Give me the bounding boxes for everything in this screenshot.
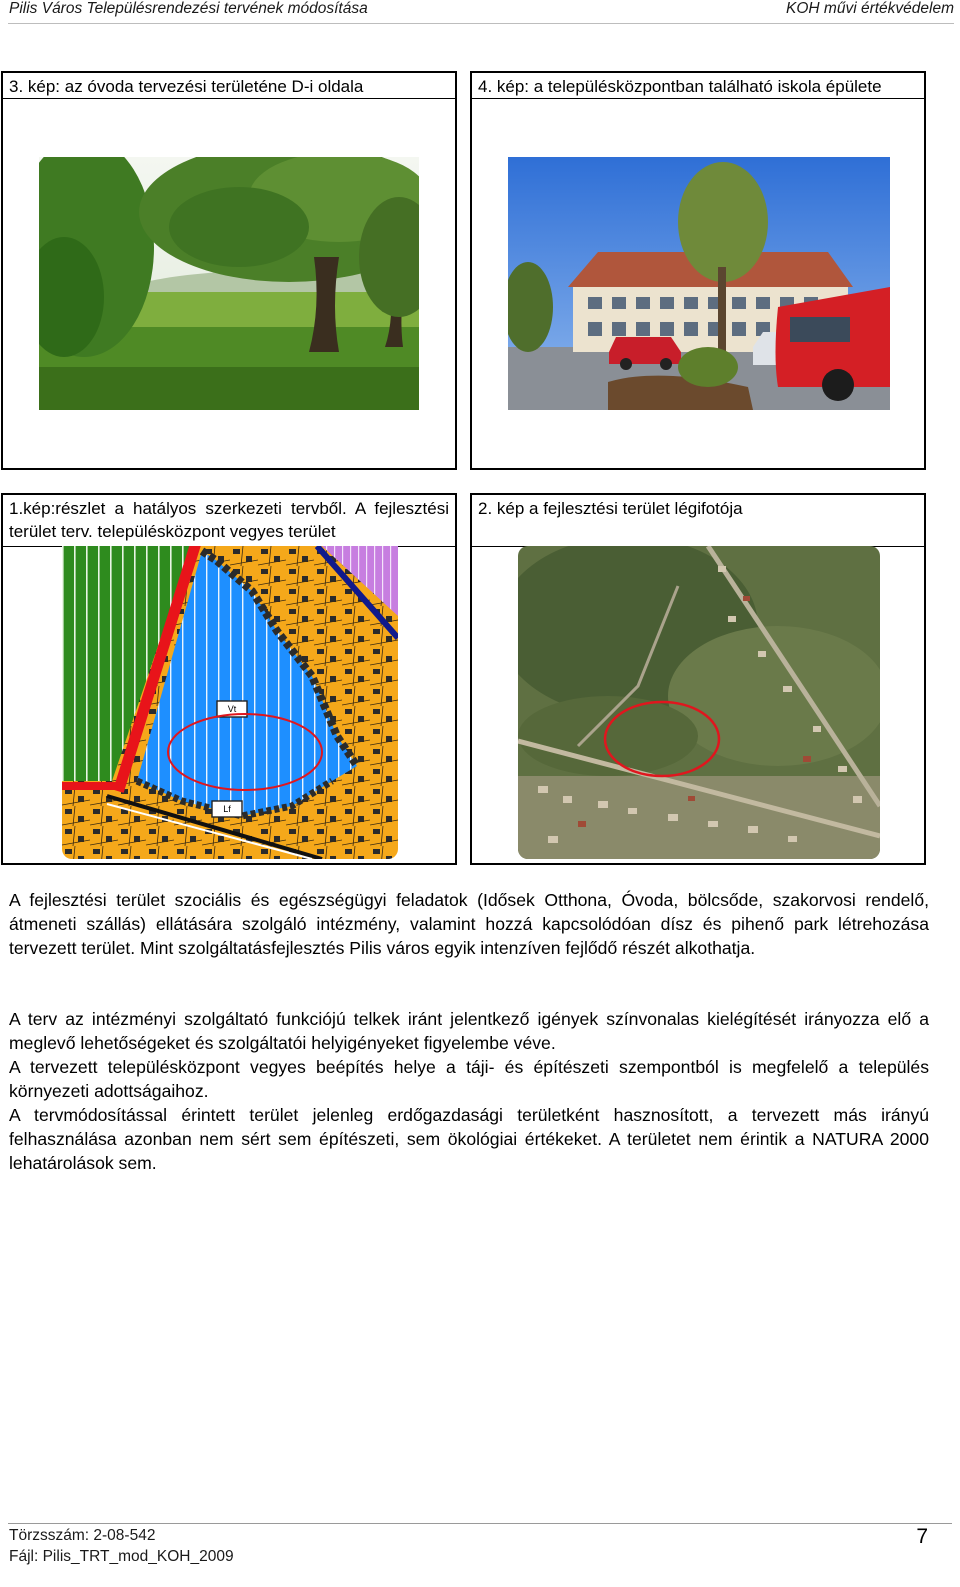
figure-3-photo-park <box>39 157 419 410</box>
paragraph-1: A fejlesztési terület szociális és egészségügyi feladatok (Idősek Otthona, Óvoda, bölcsőde, szakorvosi rendelő, átmeneti szállás) ellátására szolgáló intézmény, valamint hozzá kapcsolódóan dísz és pihenő park létrehozása tervezett terület. Mint szolgáltatásfejlesztés Pilis város egyik intenzíven fejlődő részét alkothatja. <box>9 890 929 958</box>
footer-registration-number: Törzsszám: 2-08-542 <box>9 1527 156 1544</box>
header-divider <box>8 23 954 24</box>
figure-2-panel <box>470 493 926 865</box>
footer-divider <box>8 1523 952 1524</box>
header-document-title: Pilis Város Településrendezési tervének módosítása <box>9 0 368 17</box>
map-label-vt: Vt <box>227 704 237 714</box>
map-label-lf: Lf <box>223 804 231 814</box>
figure-4-caption: 4. kép: a településközpontban található iskola épülete <box>472 73 924 99</box>
figure-3-caption: 3. kép: az óvoda tervezési területéne D-i oldala <box>3 73 455 99</box>
footer-file-name: Fájl: Pilis_TRT_mod_KOH_2009 <box>9 1548 234 1565</box>
figure-4-panel <box>470 71 926 470</box>
figure-1-caption: 1.kép:részlet a hatályos szerkezeti tervből. A fejlesztési terület terv. településközpont vegyes terület <box>3 495 455 547</box>
figure-4-photo-school <box>508 157 890 410</box>
paragraph-4: A tervmódosítással érintett terület jelenleg erdőgazdasági területként hasznosított, a tervezett más irányú felhasználása azonban nem sért sem építészeti, sem ökológiai értékeket. A területet nem érintik a NATURA 2000 lehatárolások sem. <box>9 1105 929 1173</box>
figure-3-panel <box>1 71 457 470</box>
header-section-title: KOH művi értékvédelem <box>786 0 954 17</box>
paragraph-3: A tervezett településközpont vegyes beépítés helye a táji- és építészeti szempontból is megfelelő a település környezeti adottságaihoz. <box>9 1057 929 1101</box>
page-number: 7 <box>916 1525 928 1548</box>
figure-2-caption: 2. kép a fejlesztési terület légifotója <box>472 495 924 547</box>
figure-1-panel <box>1 493 457 865</box>
figure-2-aerial-photo <box>518 546 880 859</box>
paragraph-2: A terv az intézményi szolgáltató funkciójú telkek iránt jelentkező igények színvonalas kielégítését irányozza elő a meglevő lehetőségeket és szolgáltatói helyigényeket figyelembe véve. <box>9 1009 929 1053</box>
figure-1-zoning-map <box>62 546 398 859</box>
